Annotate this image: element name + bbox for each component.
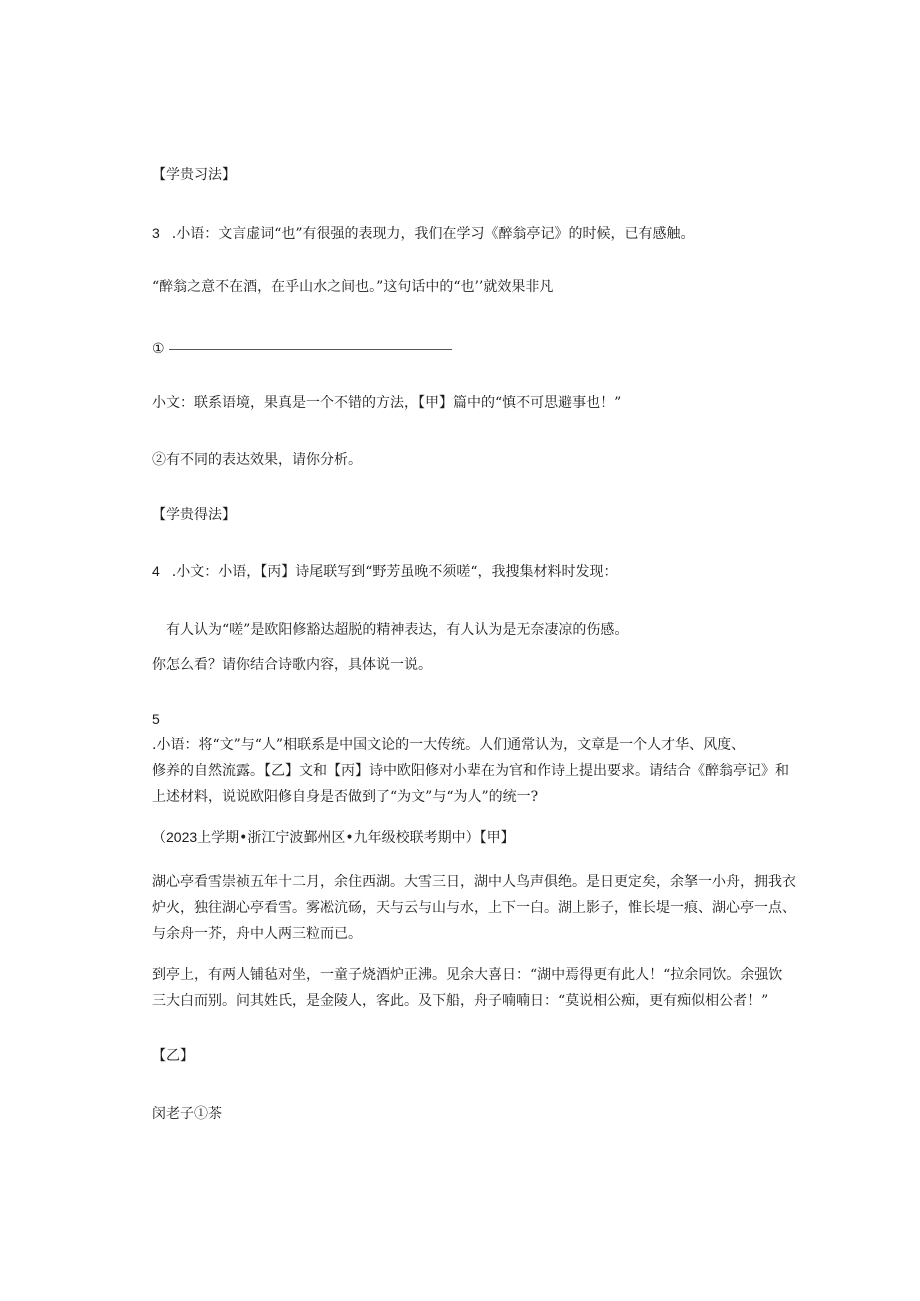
passage-line: 湖心亭看雪崇祯五年十二月，余住西湖。大雪三日，湖中人鸟声俱绝。是日更定矣，余拏一小舟，拥我衣	[152, 874, 796, 890]
question-number: 5	[152, 711, 160, 727]
question-5-line-2: 修养的自然流露。【乙】文和【丙】诗中欧阳修对小辈在为官和作诗上提出要求。请结合《醉翁亭记》和	[152, 763, 789, 779]
question-text: .小语：文言虚词“也”有很强的表现力，我们在学习《醉翁亭记》的时候，已有感触。	[171, 226, 695, 242]
question-4	[152, 561, 618, 582]
source-year: 2023	[166, 829, 198, 845]
passage-line: 炉火，独往湖心亭看雪。雾凇沆砀，天与云与山与水，上下一白。湖上影子，惟长堤一痕、湖心亭一点、	[152, 900, 796, 916]
answer-underline	[169, 349, 452, 350]
passage-line: 到亭上，有两人铺毡对坐，一童子烧酒炉正沸。见余大喜日：“湖中焉得更有此人！“拉余同饮。余强饮	[152, 967, 783, 983]
passage-jia-paragraph-1	[152, 869, 842, 947]
passage-yi-title: 闵老子①茶	[152, 1106, 222, 1122]
question-text: .小文：小语，【丙】诗尾联写到“野芳虽晚不须嗟“，我搜集材料时发现：	[171, 564, 618, 580]
source-text: 上学期•浙江宁波鄞州区•九年级校联考期中）【甲】	[197, 830, 515, 846]
question-5-line-3: 上述材料，说说欧阳修自身是否做到了“为文”与“为人”的统一?	[152, 789, 539, 805]
question-5-line-1	[152, 706, 842, 758]
quote-line: “醉翁之意不在酒，在乎山水之间也。”这句话中的“也’’就效果非凡	[152, 279, 554, 295]
section-heading-xue-gui-xi-fa: 【学贵习法】	[152, 167, 236, 183]
question-number: 3	[152, 225, 160, 241]
question-4-prompt: 你怎么看？请你结合诗歌内容，具体说一说。	[152, 657, 432, 673]
question-5	[152, 706, 842, 810]
question-text: .小语：将“文”与“人”相联系是中国文论的一大传统。人们通常认为，文章是一个人才华、风度、	[152, 737, 746, 753]
blank-label: ①	[152, 341, 165, 357]
analysis-prompt: ②有不同的表达效果，请你分析。	[152, 452, 362, 468]
reply-line: 小文：联系语境，果真是一个不错的方法，【甲】篇中的“慎不可思避事也！”	[152, 395, 622, 411]
source-line	[152, 827, 515, 848]
passage-line: 三大白而别。问其姓氏，是金陵人，客此。及下船，舟子喃喃日：“莫说相公痴，更有痴似相公者！”	[152, 993, 769, 1009]
section-heading-yi: 【乙】	[152, 1048, 194, 1064]
passage-jia-paragraph-2	[152, 962, 842, 1014]
question-number: 4	[152, 563, 160, 579]
section-heading-xue-gui-de-fa: 【学贵得法】	[152, 507, 236, 523]
question-3	[152, 223, 695, 244]
source-open-paren: （	[152, 830, 166, 846]
passage-line: 与余舟一芥，舟中人两三粒而已。	[152, 926, 362, 942]
answer-blank-1	[152, 339, 452, 359]
material-line: 有人认为“嗟”是欧阳修豁达超脱的精神表达，有人认为是无奈凄凉的伤感。	[166, 622, 629, 638]
